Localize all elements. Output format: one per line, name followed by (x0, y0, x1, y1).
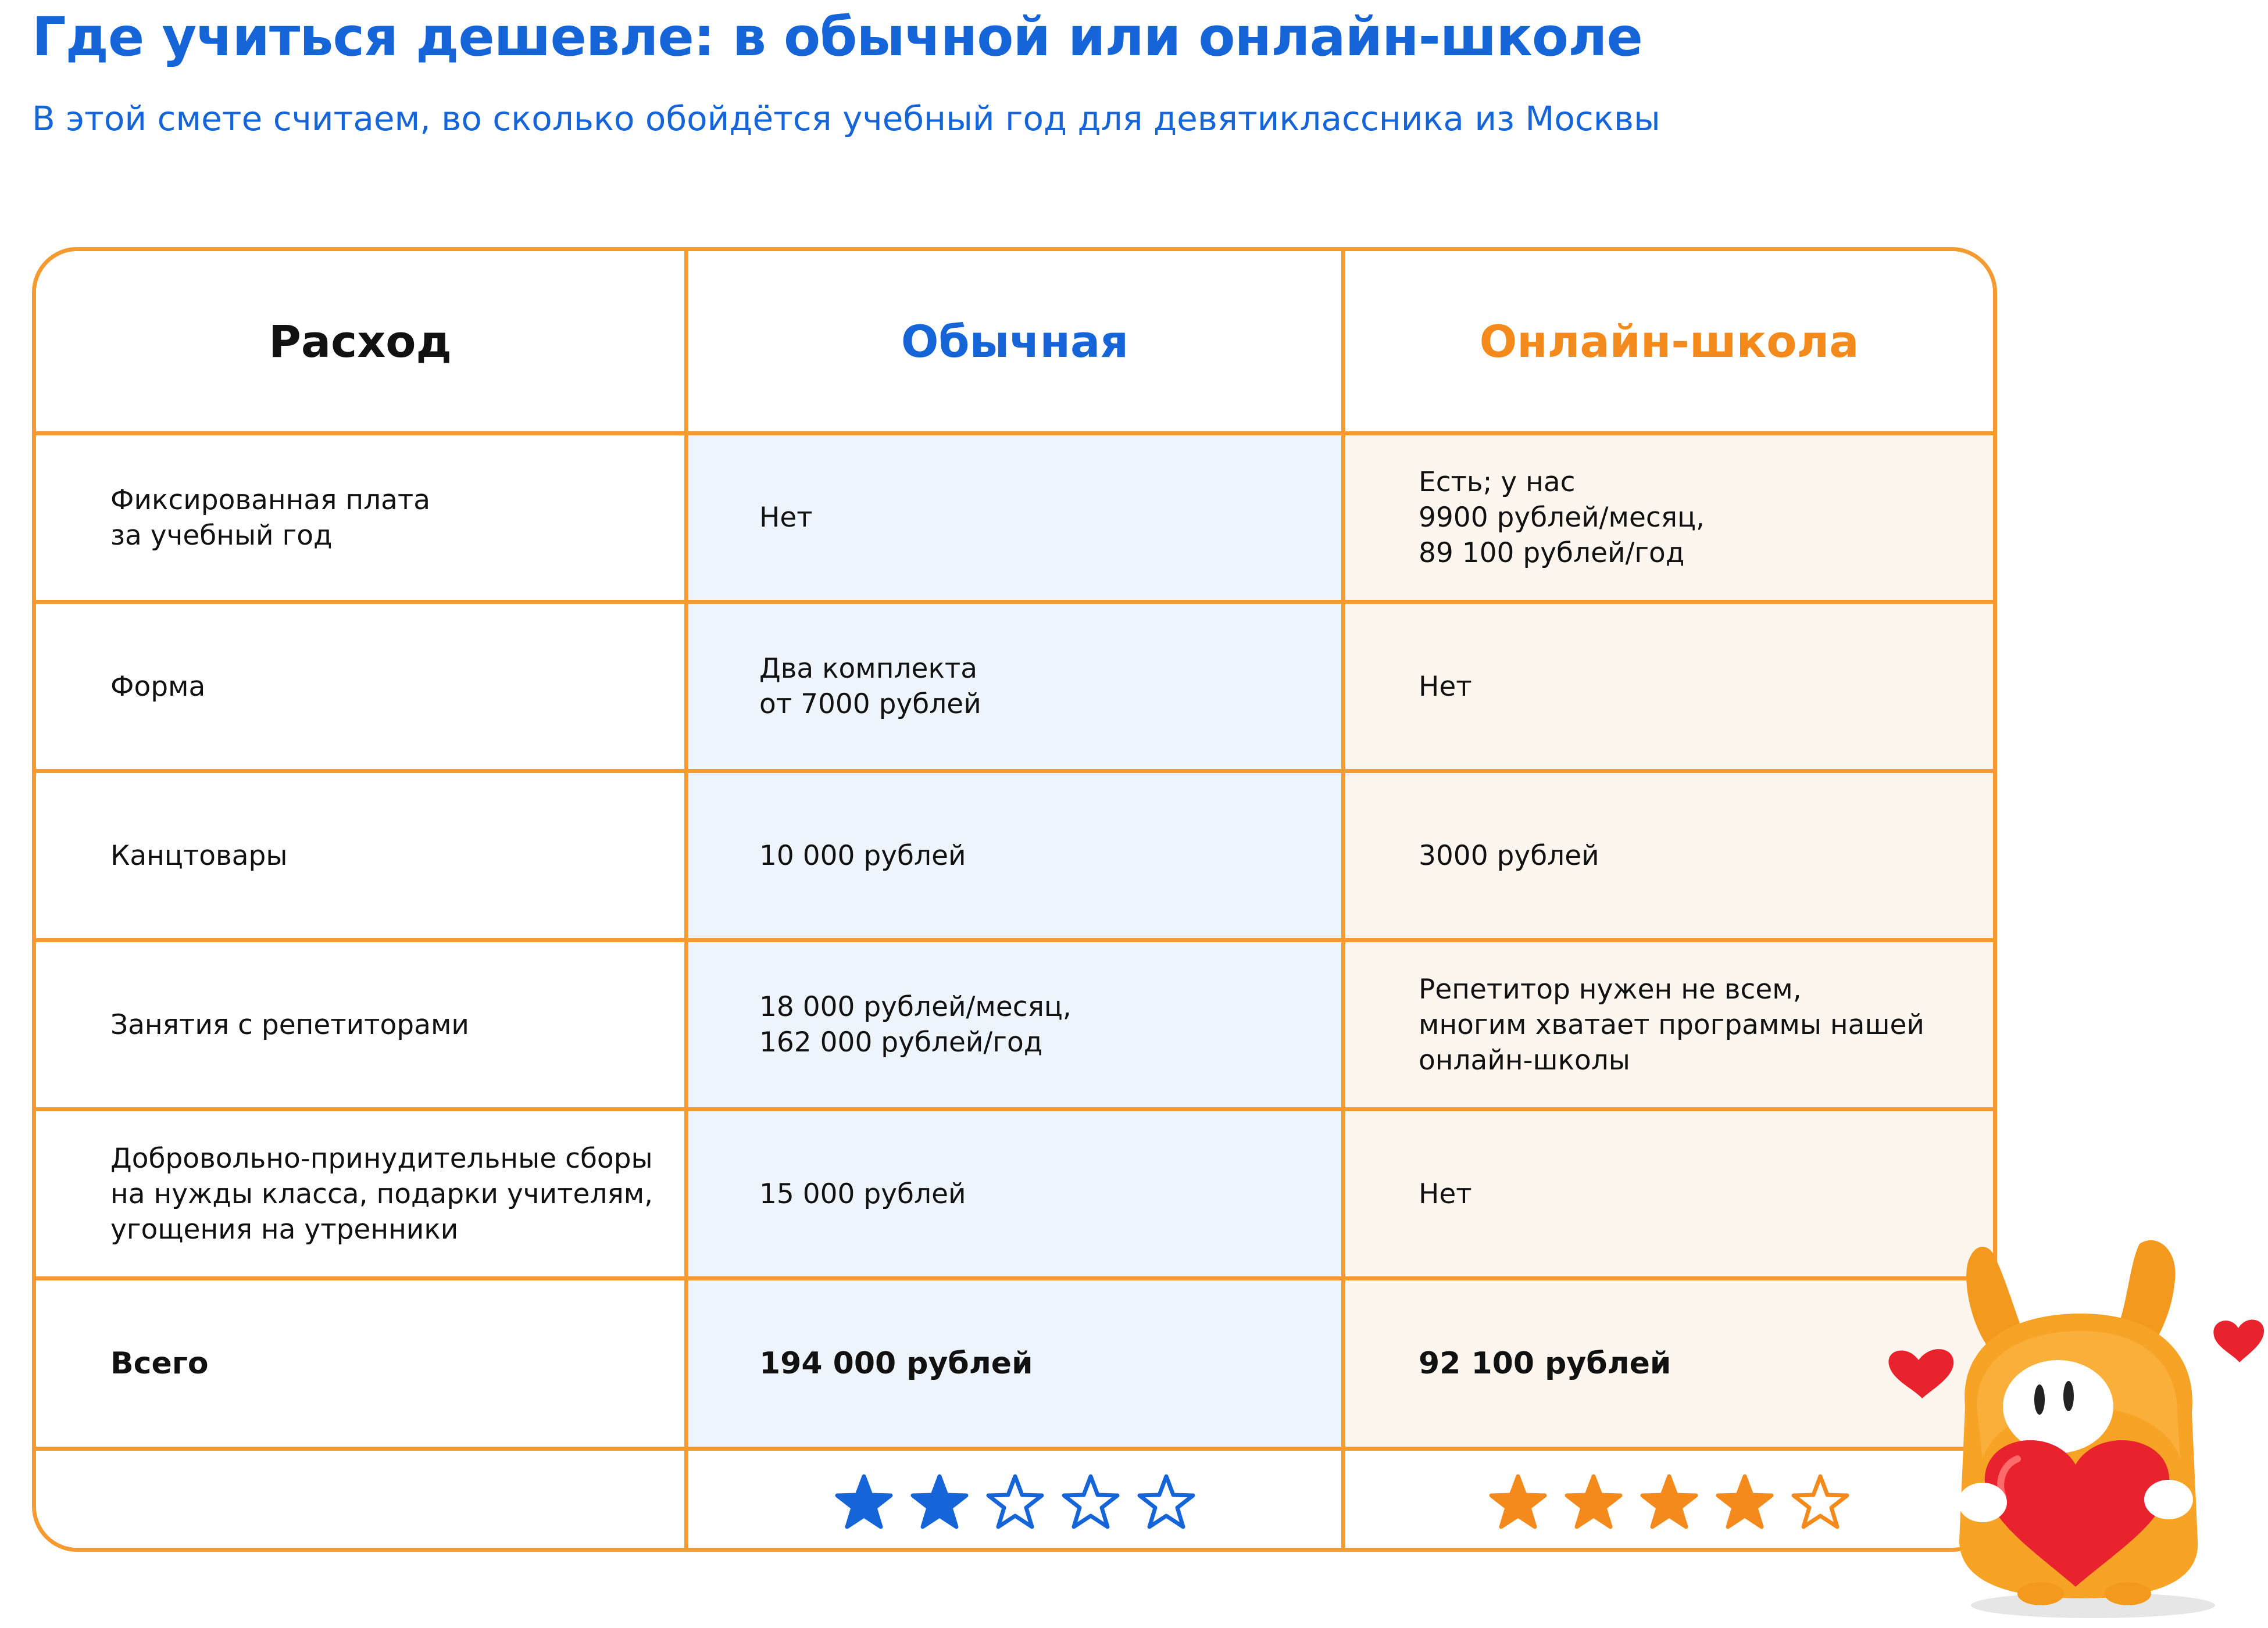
star-filled-icon (1565, 1473, 1623, 1531)
row-online-value: Есть; у нас 9900 рублей/месяц, 89 100 рублей/год (1345, 435, 1993, 604)
header-online-school: Онлайн-школа (1345, 251, 1993, 435)
row-regular-value: 15 000 рублей (688, 1111, 1345, 1280)
row-expense-label: Форма (36, 604, 688, 773)
page-title: Где учиться дешевле: в обычной или онлайн-школе (32, 6, 1642, 68)
row-regular-value: Два комплекта от 7000 рублей (688, 604, 1345, 773)
star-outline-icon (1137, 1473, 1195, 1531)
total-label: Всего (36, 1280, 688, 1451)
row-expense-label: Занятия с репетиторами (36, 942, 688, 1111)
page-subtitle: В этой смете считаем, во сколько обойдётся учебный год для девятиклассника из Москвы (32, 99, 1660, 138)
star-outline-icon (1062, 1473, 1120, 1531)
header-regular-school: Обычная (688, 251, 1345, 435)
total-regular-value: 194 000 рублей (688, 1280, 1345, 1451)
row-online-value: Репетитор нужен не всем, многим хватает программы нашей онлайн-школы (1345, 942, 1993, 1111)
row-expense-label: Фиксированная плата за учебный год (36, 435, 688, 604)
row-online-value: Нет (1345, 1111, 1993, 1280)
rating-empty-cell (36, 1451, 688, 1552)
header-expense: Расход (36, 251, 688, 435)
star-filled-icon (910, 1473, 969, 1531)
row-expense-label: Добровольно-принудительные сборы на нужды класса, подарки учителям, угощения на утренники (36, 1111, 688, 1280)
star-filled-icon (1716, 1473, 1774, 1531)
comparison-table (32, 247, 1997, 1552)
star-filled-icon (835, 1473, 893, 1531)
star-outline-icon (1791, 1473, 1849, 1531)
total-online-value: 92 100 рублей (1345, 1280, 1993, 1451)
row-regular-value: Нет (688, 435, 1345, 604)
star-filled-icon (1640, 1473, 1698, 1531)
row-regular-value: 18 000 рублей/месяц, 162 000 рублей/год (688, 942, 1345, 1111)
star-filled-icon (1489, 1473, 1547, 1531)
star-outline-icon (986, 1473, 1044, 1531)
star-rating-regular (835, 1473, 1195, 1531)
backpack-mascot-with-heart-icon (1884, 1215, 2267, 1622)
row-online-value: Нет (1345, 604, 1993, 773)
row-online-value: 3000 рублей (1345, 773, 1993, 942)
rating-regular-cell (688, 1451, 1345, 1552)
row-regular-value: 10 000 рублей (688, 773, 1345, 942)
star-rating-online (1489, 1473, 1849, 1531)
row-expense-label: Канцтовары (36, 773, 688, 942)
